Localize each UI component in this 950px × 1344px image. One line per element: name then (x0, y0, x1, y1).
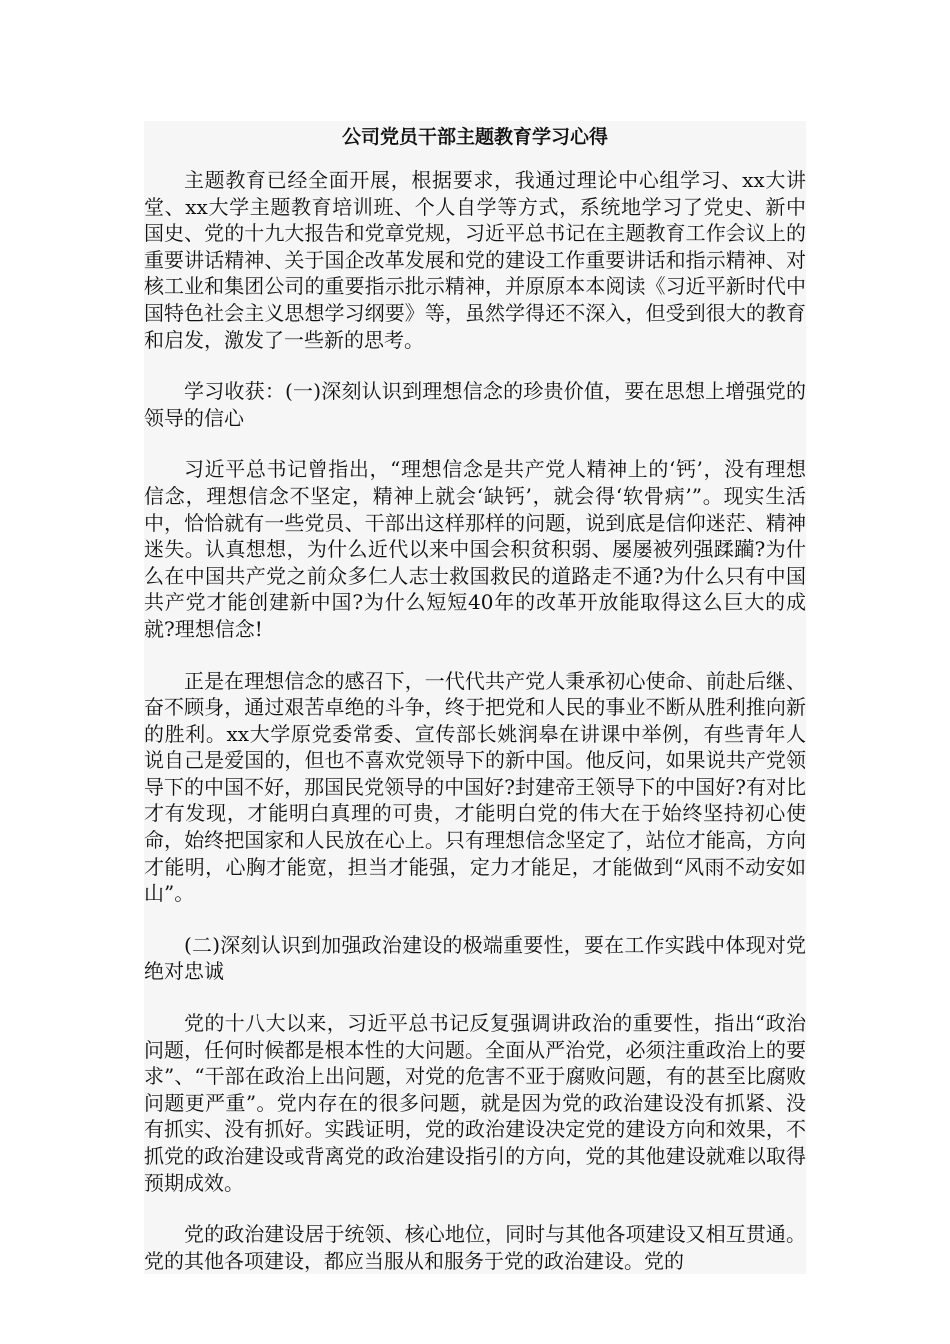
paragraph-heading-one: 学习收获：(一)深刻认识到理想信念的珍贵价值，要在思想上增强党的领导的信心 (144, 379, 806, 430)
paragraph-politics: 党的十八大以来，习近平总书记反复强调讲政治的重要性，指出“政治问题，任何时候都是根本性的大问题。全面从严治党，必须注重政治上的要求”、“干部在政治上出问题，对党的危害不亚于腐败问题，有的甚至比腐败问题更严重”。党内存在的很多问题，就是因为党的政治建设没有抓紧、没有抓实、没有抓好。实践证明，党的政治建设决定党的建设方向和效果，不抓党的政治建设或背离党的政治建设指引的方向，党的其他建设就难以取得预期成效。 (144, 1011, 806, 1195)
paragraph-history: 正是在理想信念的感召下，一代代共产党人秉承初心使命、前赴后继、奋不顾身，通过艰苦卓绝的斗争，终于把党和人民的事业不断从胜利推向新的胜利。xx大学原党委常委、宣传部长姚润皋在讲课中举例，有些青年人说自己是爱国的，但也不喜欢党领导下的新中国。他反问，如果说共产党领导下的中国不好，那国民党领导的中国好?封建帝王领导下的中国好?有对比才有发现，才能明白真理的可贵，才能明白党的伟大在于始终坚持初心使命，始终把国家和人民放在心上。只有理想信念坚定了，站位才能高，方向才能明，心胸才能宽，担当才能强，定力才能足，才能做到“风雨不动安如山”。 (144, 668, 806, 906)
paragraph-heading-two: (二)深刻认识到加强政治建设的极端重要性，要在工作实践中体现对党绝对忠诚 (144, 932, 806, 984)
paragraph-intro: 主题教育已经全面开展，根据要求，我通过理论中心组学习、xx大讲堂、xx大学主题教育培训班、个人自学等方式，系统地学习了党史、新中国史、党的十九大报告和党章党规，习近平总书记在主题教育工作会议上的重要讲话精神、关于国企改革发展和党的建设工作重要讲话和指示精神、对核工业和集团公司的重要指示批示精神，并原原本本阅读《习近平新时代中国特色社会主义思想学习纲要》等，虽然学得还不深入，但受到很大的教育和启发，激发了一些新的思考。 (144, 168, 806, 352)
document-body (144, 121, 806, 1274)
document-title: 公司党员干部主题教育学习心得 (341, 126, 608, 148)
paragraph-political-construction: 党的政治建设居于统领、核心地位，同时与其他各项建设又相互贯通。党的其他各项建设，都应当服从和服务于党的政治建设。党的 (144, 1222, 806, 1273)
paragraph-ideals: 习近平总书记曾指出，“理想信念是共产党人精神上的‘钙’，没有理想信念，理想信念不坚定，精神上就会‘缺钙’，就会得‘软骨病’”。现实生活中，恰恰就有一些党员、干部出这样那样的问题，说到底是信仰迷茫、精神迷失。认真想想，为什么近代以来中国会积贫积弱、屡屡被列强蹂躏?为什么在中国共产党之前众多仁人志士救国救民的道路走不通?为什么只有中国共产党才能创建新中国?为什么短短40年的改革开放能取得这么巨大的成就?理想信念! (144, 457, 806, 641)
